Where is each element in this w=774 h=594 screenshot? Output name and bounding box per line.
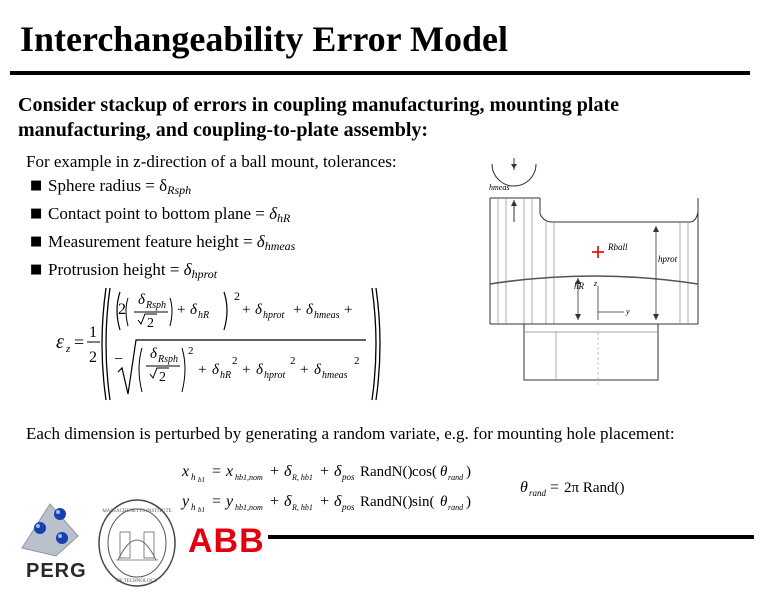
svg-text:b1: b1	[198, 476, 205, 484]
tolerance-list	[26, 150, 486, 286]
svg-text:sin(: sin(	[412, 494, 435, 510]
svg-text:=: =	[212, 463, 222, 480]
svg-text:R, hb1: R, hb1	[292, 503, 313, 512]
bullet-icon: ■	[30, 262, 43, 277]
svg-text:θ: θ	[440, 494, 448, 510]
svg-text:δ: δ	[334, 463, 342, 480]
perg-ball	[56, 532, 68, 544]
svg-text:δ: δ	[334, 493, 342, 510]
svg-text:hprot: hprot	[658, 254, 678, 264]
svg-text:+: +	[177, 302, 186, 318]
bullet-icon: ■	[30, 234, 43, 249]
svg-text:Rball: Rball	[608, 242, 628, 252]
svg-text:+: +	[320, 493, 330, 510]
svg-text:hprot: hprot	[263, 310, 285, 321]
svg-text:δ: δ	[150, 346, 157, 362]
svg-text:=: =	[550, 479, 560, 496]
svg-text:Rsph: Rsph	[158, 354, 178, 365]
svg-text:2: 2	[118, 301, 126, 318]
svg-text:2: 2	[147, 316, 154, 331]
svg-text:θ: θ	[520, 479, 528, 496]
svg-text:h: h	[191, 472, 196, 482]
svg-text:+: +	[270, 463, 280, 480]
svg-text:hmeas: hmeas	[489, 183, 510, 192]
svg-text:2: 2	[234, 289, 240, 303]
y-placement-equation	[180, 488, 480, 518]
example-lead: For example in z-direction of a ball mount, tolerances:	[26, 152, 397, 171]
svg-text:z: z	[594, 279, 598, 288]
svg-text:hb1,nom: hb1,nom	[235, 503, 263, 512]
svg-text:2: 2	[232, 355, 238, 367]
svg-text:RandN(): RandN()	[360, 464, 413, 480]
svg-text:pos: pos	[342, 502, 355, 512]
svg-text:2π Rand(): 2π Rand()	[564, 480, 625, 496]
svg-text:2: 2	[89, 349, 97, 366]
svg-text:δ: δ	[306, 302, 313, 318]
intro-text: Consider stackup of errors in coupling manufacturing, mounting plate manufacturing, and coupling-to-plate assembly:	[18, 94, 619, 141]
svg-text:+: +	[293, 302, 302, 318]
svg-text:+: +	[242, 362, 251, 378]
svg-text:2: 2	[354, 355, 360, 367]
svg-text:+: +	[320, 463, 330, 480]
perg-label: PERG	[26, 560, 87, 582]
svg-text:δ: δ	[256, 362, 263, 378]
svg-text:=: =	[74, 332, 85, 352]
svg-text:R, hb1: R, hb1	[292, 473, 313, 482]
svg-text:): )	[466, 494, 471, 510]
svg-text:RandN(): RandN()	[360, 494, 413, 510]
svg-text:rand: rand	[448, 503, 464, 512]
theta-equation	[518, 474, 658, 504]
svg-text:Rsph: Rsph	[146, 300, 166, 311]
svg-text:θ: θ	[440, 464, 448, 480]
svg-text:δ: δ	[255, 302, 262, 318]
svg-text:=: =	[212, 493, 222, 510]
svg-text:b1: b1	[198, 506, 205, 514]
svg-text:rand: rand	[529, 488, 547, 498]
svg-text:+: +	[344, 302, 353, 318]
perg-logo	[16, 498, 86, 562]
mit-seal	[96, 498, 178, 588]
svg-text:δ: δ	[190, 302, 197, 318]
svg-text:y: y	[182, 493, 190, 510]
list-item: ■ Measurement feature height = $\delta_{hmeas}$	[30, 232, 296, 253]
svg-text:y: y	[626, 307, 630, 316]
svg-text:−: −	[114, 351, 124, 368]
svg-text:2: 2	[159, 370, 166, 385]
svg-text:y: y	[226, 493, 234, 510]
svg-text:δ: δ	[284, 493, 292, 510]
perg-base	[22, 504, 78, 556]
list-item: ■ Sphere radius = $\delta_{Rsph}$	[30, 176, 192, 197]
svg-text:δ: δ	[284, 463, 292, 480]
svg-text:): )	[466, 464, 471, 480]
svg-text:x: x	[226, 463, 234, 480]
perturbation-text: Each dimension is perturbed by generating a random variate, e.g. for mounting hole placement:	[26, 424, 675, 443]
svg-text:1: 1	[89, 324, 97, 341]
svg-text:hR: hR	[198, 310, 210, 321]
list-item: ■ Contact point to bottom plane = $\delta_{hR}$	[30, 204, 291, 225]
svg-text:hR: hR	[220, 370, 232, 381]
epsilon-z-equation	[52, 282, 392, 408]
svg-text:+: +	[198, 362, 207, 378]
bullet-icon: ■	[30, 206, 43, 221]
svg-text:OF TECHNOLOGY: OF TECHNOLOGY	[116, 579, 158, 584]
bullet-icon: ■	[30, 178, 43, 193]
abb-logo: ABB	[188, 522, 265, 560]
svg-text:cos(: cos(	[412, 464, 437, 480]
svg-text:δ: δ	[212, 362, 219, 378]
svg-text:+: +	[242, 302, 251, 318]
svg-text:hR: hR	[574, 281, 584, 291]
footer-divider	[268, 535, 754, 539]
svg-text:h: h	[191, 502, 196, 512]
svg-text:2: 2	[290, 355, 296, 367]
slide-title: Interchangeability Error Model	[20, 19, 508, 59]
svg-text:δ: δ	[138, 292, 145, 308]
svg-text:rand: rand	[448, 473, 464, 482]
perg-ball	[54, 508, 66, 520]
svg-text:hmeas: hmeas	[314, 310, 340, 321]
svg-text:pos: pos	[342, 472, 355, 482]
list-item: ■ Protrusion height = $\delta_{hprot}$	[30, 260, 218, 281]
svg-text:z: z	[66, 343, 71, 355]
title-divider	[10, 71, 750, 75]
svg-text:ε: ε	[56, 331, 64, 353]
svg-text:2: 2	[188, 345, 194, 357]
svg-text:hprot: hprot	[264, 370, 286, 381]
ball-mount-diagram	[484, 152, 710, 398]
svg-text:+: +	[270, 493, 280, 510]
svg-text:x: x	[182, 463, 190, 480]
svg-text:hmeas: hmeas	[322, 370, 348, 381]
x-placement-equation	[180, 458, 480, 488]
perg-ball	[34, 522, 46, 534]
svg-text:δ: δ	[314, 362, 321, 378]
svg-text:hb1,nom: hb1,nom	[235, 473, 263, 482]
svg-text:+: +	[300, 362, 309, 378]
svg-text:MASSACHUSETTS INSTITUTE: MASSACHUSETTS INSTITUTE	[102, 509, 172, 514]
